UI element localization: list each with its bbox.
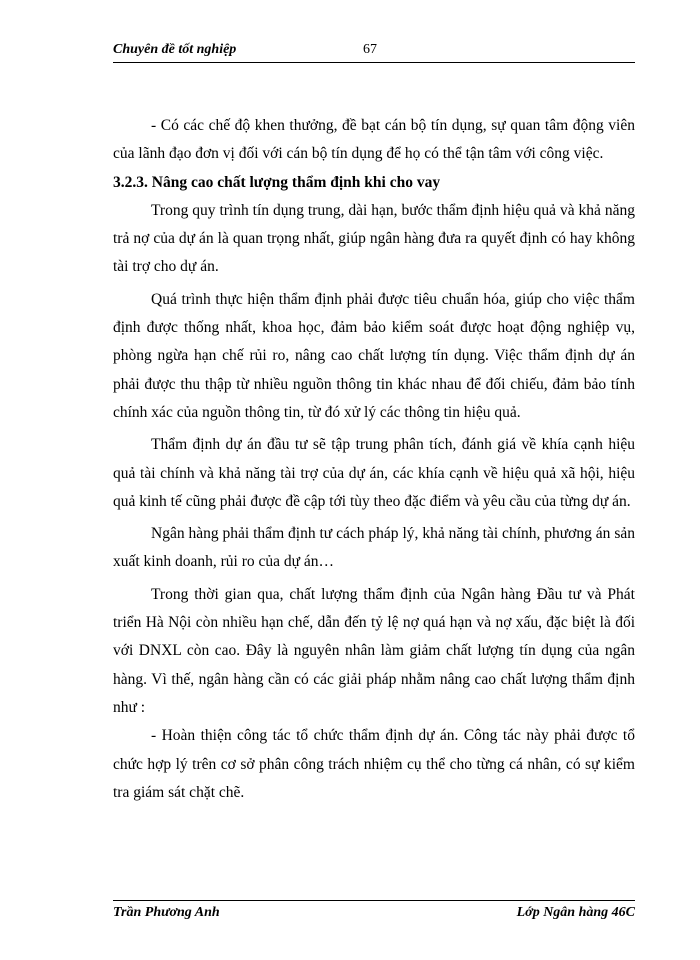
page-header — [113, 40, 635, 63]
page-footer — [113, 900, 635, 925]
page-number: 67 — [363, 42, 377, 57]
paragraph-standardization: Quá trình thực hiện thẩm định phải được tiêu chuẩn hóa, giúp cho việc thẩm định được thống nhất, khoa học, đảm bảo kiểm soát được hoạt động nghiệp vụ, phòng ngừa hạn chế rủi ro, nâng cao chất lượng tín dụng. Việc thẩm định dự án phải được thu thập từ nhiều nguồn thông tin khác nhau để đối chiếu, đảm bảo tính chính xác của nguồn thông tin, từ đó xử lý các thông tin hiệu quả. — [113, 290, 635, 421]
paragraph-legal-status: Ngân hàng phải thẩm định tư cách pháp lý, khả năng tài chính, phương án sản xuất kinh doanh, rủi ro của dự án… — [113, 525, 635, 571]
paragraph-reward-policy: - Có các chế độ khen thưởng, đề bạt cán bộ tín dụng, sự quan tâm động viên của lãnh đạo đơn vị đối với cán bộ tín dụng để họ có thể tận tâm với công việc. — [113, 117, 635, 163]
paragraph-project-appraisal: Thẩm định dự án đầu tư sẽ tập trung phân tích, đánh giá về khía cạnh hiệu quả tài chính và khả năng tài trợ của dự án, các khía cạnh về hiệu quả xã hội, hiệu quả kinh tế cũng phải được đề cập tới tùy theo đặc điểm và yêu cầu của từng dự án. — [113, 436, 635, 510]
paragraph-appraisal-step: Trong quy trình tín dụng trung, dài hạn, bước thẩm định hiệu quả và khả năng trả nợ của dự án là quan trọng nhất, giúp ngân hàng đưa ra quyết định có hay không tài trợ cho dự án. — [113, 201, 635, 276]
paragraph-current-limitations: Trong thời gian qua, chất lượng thẩm định của Ngân hàng Đầu tư và Phát triển Hà Nội còn nhiều hạn chế, dẫn đến tỷ lệ nợ quá hạn và nợ xấu, đặc biệt là đối với DNXL còn cao. Đây là nguyên nhân làm giảm chất lượng tín dụng của ngân hàng. Vì thế, ngân hàng cần có các giải pháp nhằm nâng cao chất lượng thẩm định như : — [113, 585, 635, 716]
footer-class: Lớp Ngân hàng 46C — [516, 905, 635, 920]
header-title: Chuyên đề tốt nghiệp — [113, 42, 237, 57]
footer-author: Trần Phương Anh — [113, 905, 220, 920]
paragraph-organization: - Hoàn thiện công tác tổ chức thẩm định dự án. Công tác này phải được tổ chức hợp lý trên cơ sở phân công trách nhiệm cụ thể cho từng cá nhân, có sự kiểm tra giám sát chặt chẽ. — [113, 727, 635, 801]
section-heading: 3.2.3. Nâng cao chất lượng thẩm định khi cho vay — [113, 173, 441, 191]
document-body — [113, 112, 635, 807]
